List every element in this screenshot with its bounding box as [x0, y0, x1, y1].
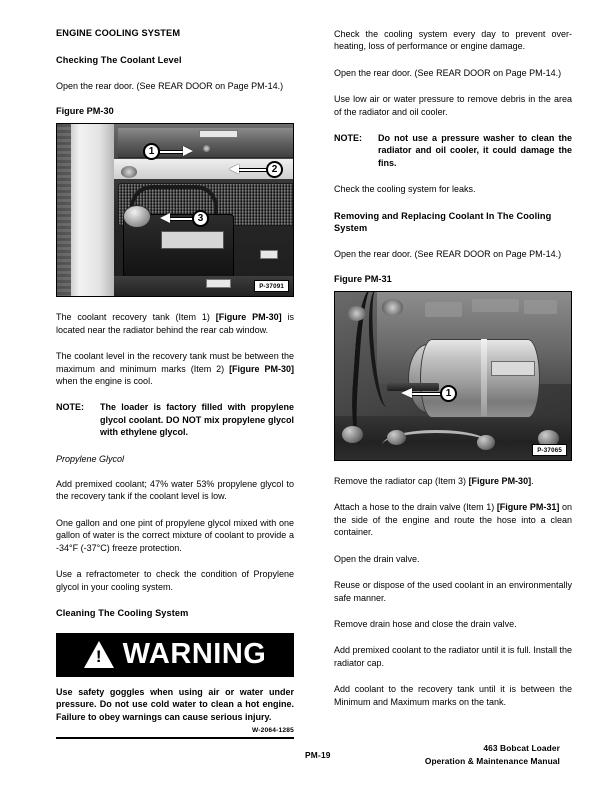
paragraph-open-rear-door-right: Open the rear door. (See REAR DOOR on Page PM-14.) — [334, 67, 562, 78]
paragraph-reuse-dispose: Reuse or dispose of the used coolant in an environmentally safe manner. — [334, 580, 572, 603]
paragraph-add-coolant-radiator: Add premixed coolant to the radiator until it is full. Install the radiator cap. — [334, 645, 572, 668]
paragraph-open-drain-valve: Open the drain valve. — [334, 553, 420, 564]
figure-pm31-callout-1: 1 — [440, 385, 457, 402]
paragraph-remove-drain-hose: Remove drain hose and close the drain valve. — [334, 618, 517, 629]
paragraph-add-coolant-recovery-tank: Add coolant to the recovery tank until it is between the Minimum and Maximum marks on the tank. — [334, 684, 572, 707]
paragraph-attach-hose — [334, 501, 572, 538]
warning-block — [56, 633, 294, 739]
warning-code: W-2064-1285 — [251, 727, 294, 735]
photo-tank-label — [161, 231, 224, 248]
figure-pm30-caption: Figure PM-30 — [56, 106, 114, 117]
photo-starter-label — [491, 361, 535, 376]
paragraph-add-premixed-coolant: Add premixed coolant; 47% water 53% propylene glycol to the recovery tank if the coolant level is low. — [56, 479, 294, 502]
note-label: NOTE: — [56, 402, 84, 413]
photo-block-casting-mark — [425, 302, 463, 317]
figure-pm30-arrow-1 — [183, 146, 193, 156]
paragraph-low-air-pressure: Use low air or water pressure to remove debris in the area of the radiator and oil cooler. — [334, 94, 572, 117]
photo-block-casting-mark — [524, 300, 557, 313]
photo-starter-band — [481, 339, 487, 416]
figure-pm31-photo-id: P-37065 — [532, 444, 567, 456]
paragraph-coolant-level-marks — [56, 350, 294, 387]
text-part: The coolant level in the recovery tank must be between the maximum and minimum marks (Item 2) — [56, 351, 294, 374]
subheading-removing-replacing-coolant: Removing and Replacing Coolant In The Cooling System — [334, 210, 552, 233]
warning-title: WARNING — [122, 638, 267, 671]
figure-pm30-photo-id: P-37091 — [254, 280, 289, 292]
photo-bolt — [121, 166, 138, 178]
footer-page-number: PM-19 — [305, 750, 331, 760]
footer-manual-line1: 463 Bobcat Loader — [483, 743, 560, 753]
figure-ref: [Figure PM-31] — [496, 502, 560, 513]
note-text: Do not use a pressure washer to clean the radiator and oil cooler, it could damage the fins. — [378, 133, 572, 168]
right-column — [334, 28, 572, 722]
warning-banner — [56, 633, 294, 677]
warning-triangle-icon — [84, 641, 114, 668]
paragraph-open-rear-door-2: Open the rear door. (See REAR DOOR on Page PM-14.) — [334, 248, 562, 259]
figure-pm30-arrow-2 — [229, 164, 239, 174]
figure-pm30-callout-2: 2 — [266, 161, 283, 178]
photo-hose-clamp — [382, 299, 403, 316]
photo-radiator-cap — [123, 205, 151, 228]
figure-ref: [Figure PM-30] — [468, 476, 532, 487]
figure-ref: [Figure PM-30] — [229, 363, 294, 374]
text-part: Attach a hose to the drain valve (Item 1) — [334, 502, 497, 513]
figure-pm30-callout-1: 1 — [143, 143, 160, 160]
photo-starter-motor — [420, 339, 540, 418]
paragraph-recovery-tank-location — [56, 311, 294, 336]
warning-rule — [56, 737, 294, 739]
figure-pm30-leader-2 — [239, 169, 269, 171]
photo-drain-valve — [387, 383, 439, 391]
photo-block-casting-mark — [472, 299, 519, 312]
text-part: is located near the radiator behind the rear cab window. — [56, 312, 294, 335]
figure-pm31-photo — [334, 291, 572, 461]
paragraph-mixture-ratio: One gallon and one pint of propylene glycol mixed with one gallon of water is the correct mixture of coolant to provide a -34°F (-37°C) freeze protection. — [56, 517, 294, 553]
note-pressure-washer — [334, 132, 572, 169]
figure-pm31-arrow-1 — [401, 388, 412, 398]
page-footer — [0, 742, 612, 768]
paragraph-refractometer: Use a refractometer to check the condition of Propylene glycol in your cooling system. — [56, 569, 294, 592]
left-column — [56, 28, 294, 739]
paragraph-check-daily: Check the cooling system every day to prevent over-heating, loss of performance or engine damage. — [334, 29, 572, 52]
figure-pm30-callout-3: 3 — [192, 210, 209, 227]
note-propylene-glycol — [56, 401, 294, 438]
photo-decal — [260, 250, 279, 259]
section-heading: ENGINE COOLING SYSTEM — [56, 28, 181, 38]
note-label: NOTE: — [334, 133, 362, 144]
figure-pm31-caption: Figure PM-31 — [334, 274, 392, 285]
text-part: Remove the radiator cap (Item 3) — [334, 476, 469, 487]
paragraph-remove-radiator-cap — [334, 475, 572, 487]
paragraph-check-leaks: Check the cooling system for leaks. — [334, 184, 476, 195]
figure-pm31-leader-1 — [411, 393, 443, 395]
photo-decal — [206, 279, 232, 288]
text-part: . — [531, 476, 534, 487]
figure-pm30-photo — [56, 123, 294, 297]
note-text: The loader is factory filled with propylene glycol coolant. DO NOT mix propylene glycol with ethylene glycol. — [100, 402, 294, 438]
text-part: when the engine is cool. — [56, 376, 153, 387]
footer-manual-line2: Operation & Maintenance Manual — [424, 755, 560, 766]
paragraph-open-rear-door: Open the rear door. (See REAR DOOR on Page PM-14.) — [56, 81, 284, 91]
warning-body-text: Use safety goggles when using air or water under pressure. Do not use cold water to clean a hot engine. Failure to obey warnings can cause serious injury. — [56, 686, 294, 722]
subheading-checking-coolant-level: Checking The Coolant Level — [56, 55, 182, 65]
text-part: on the side of the engine and route the hose into a clean container. — [334, 502, 572, 538]
figure-ref: [Figure PM-30] — [215, 312, 282, 323]
text-part: The coolant recovery tank (Item 1) — [56, 312, 216, 323]
italic-heading-propylene-glycol: Propylene Glycol — [56, 453, 125, 464]
footer-manual-title — [425, 742, 560, 767]
photo-panel-edge — [57, 124, 71, 296]
photo-hose-clamp — [347, 306, 366, 321]
photo-bolt — [387, 430, 406, 445]
photo-decal — [199, 130, 239, 139]
figure-pm30-arrow-3 — [160, 213, 170, 223]
subheading-cleaning-cooling-system: Cleaning The Cooling System — [56, 607, 189, 618]
